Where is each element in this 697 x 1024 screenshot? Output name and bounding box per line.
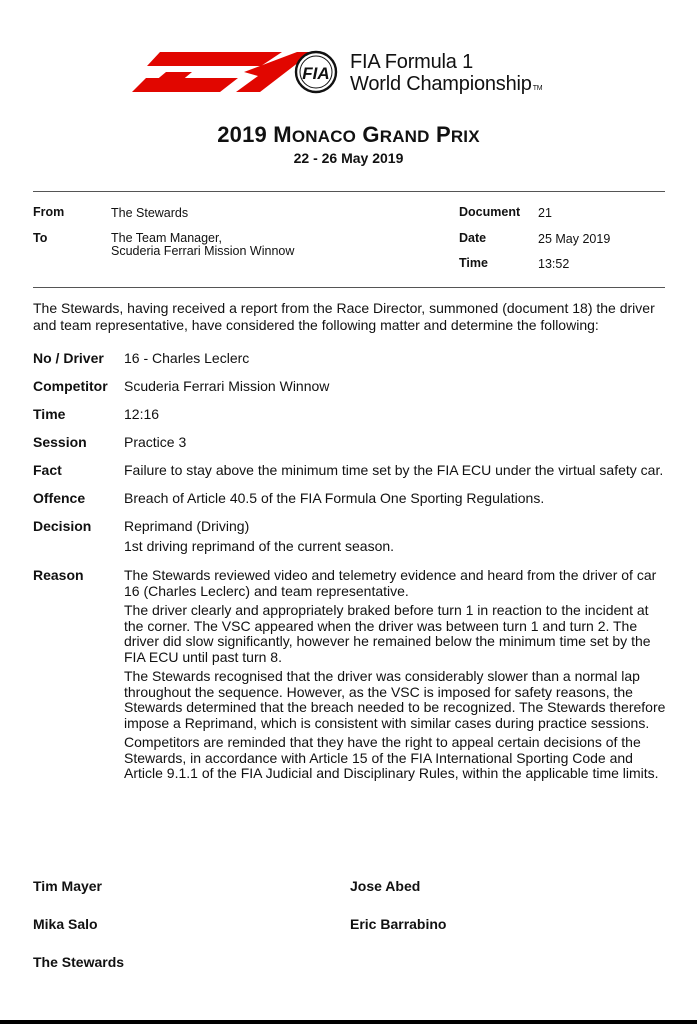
event-title: 2019 MONACO GRAND PRIX bbox=[217, 122, 480, 147]
fia-f1-logo bbox=[132, 50, 572, 100]
divider-top bbox=[33, 191, 665, 192]
date-label: Date bbox=[459, 231, 487, 245]
championship-name bbox=[350, 51, 542, 100]
session-value: Practice 3 bbox=[124, 434, 187, 450]
reason-value bbox=[124, 568, 668, 786]
document-value: 21 bbox=[538, 206, 552, 220]
steward-signature: Mika Salo bbox=[33, 916, 98, 932]
event-dates: 22 - 26 May 2019 bbox=[293, 150, 404, 166]
reason-paragraph: The Stewards reviewed video and telemetry evidence and heard from the driver of car 16 (Charles Leclerc) and team representative. bbox=[124, 567, 657, 599]
decision-label: Decision bbox=[33, 518, 92, 534]
intro-paragraph: The Stewards, having received a report from the Race Director, summoned (document 18) the driver and team representative, have considered the following matter and determine the following: bbox=[33, 300, 655, 333]
steward-signature: Jose Abed bbox=[350, 878, 421, 894]
competitor-value: Scuderia Ferrari Mission Winnow bbox=[124, 378, 330, 394]
title-word-prix: PRIX bbox=[435, 122, 480, 147]
trademark: TM bbox=[532, 85, 543, 92]
offence-value: Breach of Article 40.5 of the FIA Formula One Sporting Regulations. bbox=[124, 490, 545, 506]
incident-time-label: Time bbox=[33, 406, 66, 422]
to-label: To bbox=[33, 231, 48, 245]
to-value-line2: Scuderia Ferrari Mission Winnow bbox=[111, 244, 295, 258]
reason-paragraph: The driver clearly and appropriately braked before turn 1 in reaction to the incident at the corner. The VSC appeared when the driver was between turn 1 and turn 2. The driver did slow significantly, however he remained below the minimum time set by the FIA ECU until past turn 8. bbox=[124, 602, 651, 665]
driver-value: 16 - Charles Leclerc bbox=[124, 350, 250, 366]
divider-bottom bbox=[33, 287, 665, 288]
decision-text: Reprimand (Driving) bbox=[124, 518, 250, 534]
from-value: The Stewards bbox=[111, 206, 189, 220]
logo-line-1: FIA Formula 1 bbox=[350, 51, 473, 73]
from-label: From bbox=[33, 205, 65, 219]
steward-signature: Eric Barrabino bbox=[350, 916, 447, 932]
driver-label: No / Driver bbox=[33, 350, 104, 366]
reason-label: Reason bbox=[33, 567, 84, 583]
f1-logo-icon bbox=[132, 50, 347, 100]
logo-line-2: World ChampionshipTM bbox=[350, 73, 543, 95]
time-label: Time bbox=[459, 256, 488, 270]
decision-value bbox=[124, 519, 668, 558]
page-bottom-edge bbox=[0, 1020, 697, 1024]
date-value: 25 May 2019 bbox=[538, 232, 611, 246]
steward-signature: Tim Mayer bbox=[33, 878, 102, 894]
session-label: Session bbox=[33, 434, 87, 450]
to-value-line1: The Team Manager, bbox=[111, 231, 222, 245]
reason-paragraph: Competitors are reminded that they have the right to appeal certain decisions of the Stewards, in accordance with Article 15 of the FIA International Sporting Code and Article 9.1.1 of the FIA Judicial and Disciplinary Rules, within the applicable time limits. bbox=[124, 734, 659, 781]
fact-value: Failure to stay above the minimum time set by the FIA ECU under the virtual safety car. bbox=[124, 462, 664, 478]
time-value: 13:52 bbox=[538, 257, 570, 271]
stewards-closing: The Stewards bbox=[33, 954, 125, 970]
fact-label: Fact bbox=[33, 462, 62, 478]
title-word-monaco: MONACO bbox=[273, 122, 357, 147]
offence-label: Offence bbox=[33, 490, 86, 506]
reason-paragraph: The Stewards recognised that the driver was considerably slower than a normal lap throughout the sequence. However, as the VSC is imposed for safety reasons, the Stewards determined that the breach needed to be recognized. The Stewards therefore impose a Reprimand, which is consistent with similar cases during practice sessions. bbox=[124, 668, 666, 731]
fia-emblem-text: FIA bbox=[302, 64, 330, 83]
document-label: Document bbox=[459, 205, 521, 219]
incident-time-value: 12:16 bbox=[124, 406, 160, 422]
competitor-label: Competitor bbox=[33, 378, 108, 394]
title-word-grand: GRAND bbox=[362, 122, 430, 147]
decision-note: 1st driving reprimand of the current season. bbox=[124, 537, 395, 554]
